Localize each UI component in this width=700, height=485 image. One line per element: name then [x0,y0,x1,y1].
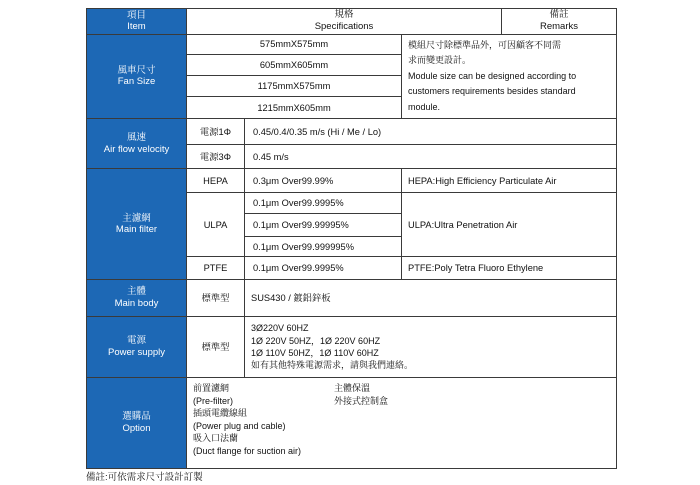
filter-value-hepa: 0.3μm Over99.99% [245,169,402,193]
option-values-cell [187,377,617,468]
fan-size-label-en: Fan Size [117,76,156,88]
power-supply-values-cell [245,316,617,377]
air-flow-label-zh: 風速 [126,132,146,144]
fan-size-remark-cell [402,34,617,119]
main-body-row [87,279,617,316]
option-item: (Pre-filter) [193,395,233,406]
air-flow-value: 0.45/0.4/0.35 m/s (Hi / Me / Lo) [245,119,617,145]
filter-remark-hepa: HEPA:High Efficiency Particulate Air [402,169,617,193]
main-body-value: SUS430 / 鍍鋁鋅板 [245,279,617,316]
fan-size-value: 575mmX575mm [187,34,402,54]
option-label-en: Option [122,422,151,434]
item-header-zh: 項目 [126,9,146,21]
filter-remark-ulpa: ULPA:Ultra Penetration Air [402,192,617,256]
spec-header [187,9,502,34]
air-flow-phase: 電源1Φ [187,119,245,145]
filter-value-ulpa: 0.1μm Over99.9995% [245,192,402,213]
option-item: (Power plug and cable) [193,420,286,431]
fan-size-value: 1175mmX575mm [187,76,402,96]
air-flow-label-en: Air flow velocity [103,143,170,155]
fan-size-remark-line: Module size can be designed according to [408,70,577,81]
air-flow-value: 0.45 m/s [245,144,617,169]
item-header-en: Item [127,21,146,33]
main-filter-label-en: Main filter [115,224,158,236]
option-item: 吸入口法蘭 [193,433,239,444]
filter-value-ulpa: 0.1μm Over99.99995% [245,214,402,236]
filter-value-ptfe: 0.1μm Over99.9995% [245,257,402,279]
fan-size-value: 1215mmX605mm [187,96,402,118]
main-body-label-zh: 主體 [126,286,146,298]
fan-size-row-1 [87,34,617,54]
fan-size-remark-line: 模組尺寸除標準品外，可因顧客不同需 [408,39,562,50]
option-item: (Duct flange for suction air) [193,445,302,456]
option-item: 前置濾網 [193,382,230,393]
footnote: 備註:可依需求尺寸設計訂製 [86,472,203,483]
fan-size-label-zh: 風車尺寸 [117,64,156,76]
main-filter-label-zh: 主濾網 [122,212,151,224]
filter-type-ptfe: PTFE [187,257,245,279]
power-supply-row [87,316,617,377]
filter-value-ulpa: 0.1μm Over99.999995% [245,236,402,256]
power-supply-label-zh: 電源 [126,335,146,347]
power-supply-line: 3Ø220V 60HZ [251,323,309,334]
filter-hepa-row [87,169,617,193]
power-supply-label-en: Power supply [107,346,166,358]
main-filter-label-cell [87,169,187,279]
power-supply-label-cell [87,316,187,377]
option-item: 主體保溫 [334,382,371,393]
main-body-label-en: Main body [114,297,159,309]
power-supply-line: 1Ø 220V 50HZ，1Ø 220V 60HZ [251,335,381,346]
option-left-list [193,382,301,458]
filter-type-hepa: HEPA [187,169,245,193]
fan-size-remark-line: 求而變更設計。 [408,55,472,66]
option-item: 插頭電纜線組 [193,408,248,419]
filter-remark-ptfe: PTFE:Poly Tetra Fluoro Ethylene [402,257,617,279]
option-label-zh: 選購品 [122,411,151,423]
air-flow-label-cell [87,119,187,169]
remarks-header-zh: 備註 [549,9,569,21]
main-body-type: 標準型 [187,279,245,316]
option-item: 外接式控制盒 [334,395,389,406]
air-flow-phase: 電源3Φ [187,144,245,169]
spec-header-zh: 規格 [334,9,354,21]
spec-header-en: Specifications [314,21,374,33]
power-supply-line: 1Ø 110V 50HZ，1Ø 110V 60HZ [251,347,379,358]
filter-type-ulpa: ULPA [187,192,245,256]
spec-table [86,8,617,469]
item-header-cell [87,9,187,35]
option-right-list [334,382,388,407]
power-supply-line: 如有其他特殊電源需求，請與我們連絡。 [251,359,414,370]
air-flow-row-1 [87,119,617,145]
fan-size-value: 605mmX605mm [187,54,402,75]
fan-size-remark-line: customers requirements besides standard [408,86,576,97]
option-row [87,377,617,468]
main-body-label-cell [87,279,187,316]
remarks-header-en: Remarks [540,21,579,33]
fan-size-label-cell [87,34,187,119]
header-row [87,9,617,35]
remarks-header [502,9,616,34]
spec-remarks-header-cell [187,9,617,35]
fan-size-remark-line: module. [408,101,441,112]
option-label-cell [87,377,187,468]
power-supply-type: 標準型 [187,316,245,377]
